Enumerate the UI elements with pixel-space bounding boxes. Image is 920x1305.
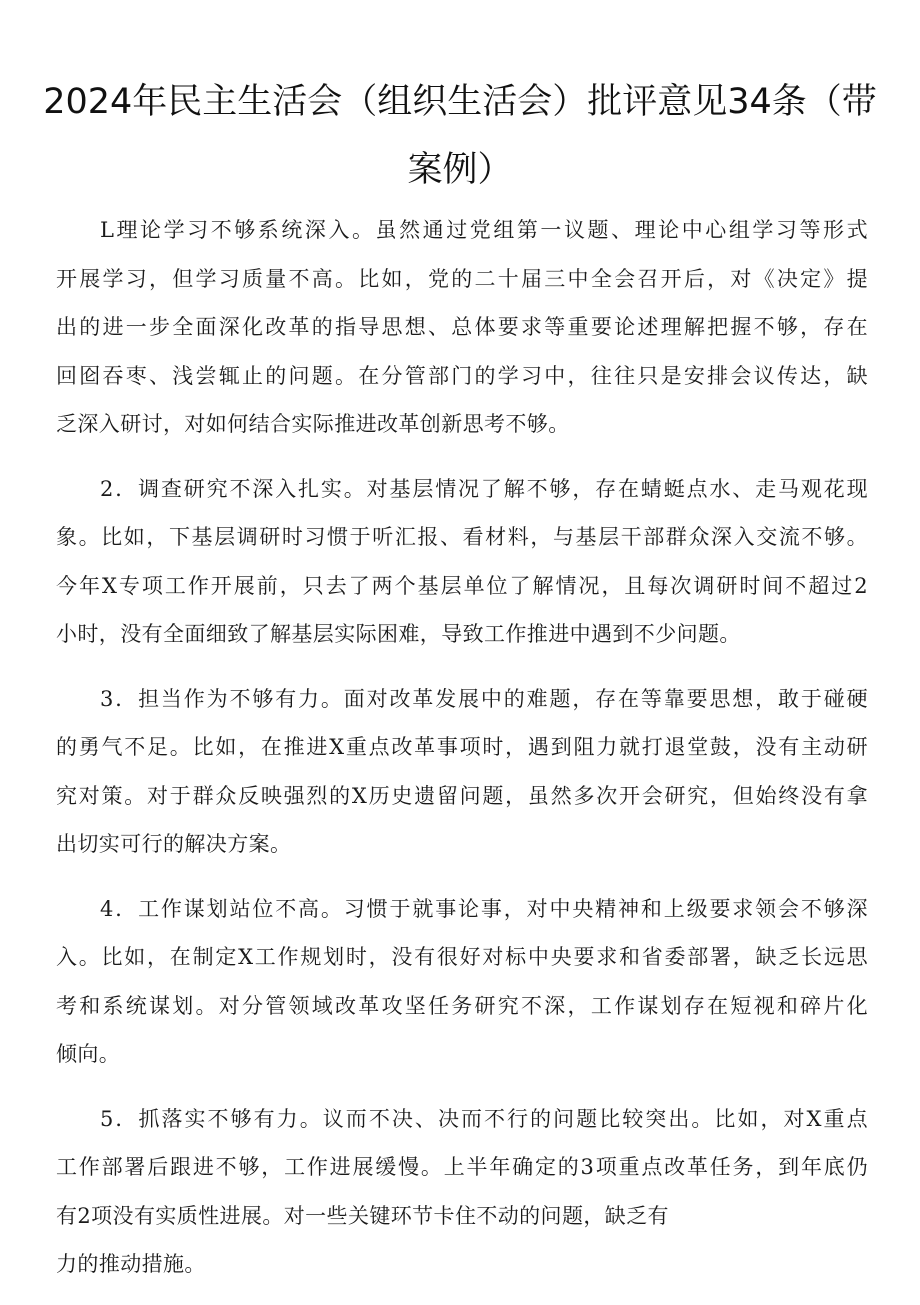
paragraph-line: 考和系统谋划。对分管领域改革攻坚任务研究不深，工作谋划存在短视和碎片化 <box>56 993 868 1018</box>
paragraph-line: 象。比如，下基层调研时习惯于听汇报、看材料，与基层干部群众深入交流不够。 <box>56 525 868 549</box>
paragraph-line: 回囵吞枣、浅尝辄止的问题。在分管部门的学习中，往往只是安排会议传达，缺 <box>56 363 868 388</box>
paragraph-2 <box>56 465 868 659</box>
paragraph-line: 工作部署后跟进不够，工作进展缓慢。上半年确定的3项重点改革任务，到年底仍 <box>56 1155 868 1179</box>
paragraph-line: 5．抓落实不够有力。议而不决、决而不行的问题比较突出。比如，对X重点 <box>100 1106 868 1131</box>
paragraph-line: 2．调查研究不深入扎实。对基层情况了解不够，存在蜻蜓点水、走马观花现 <box>100 476 868 501</box>
paragraph-line: 出的进一步全面深化改革的指导思想、总体要求等重要论述理解把握不够，存在 <box>56 315 868 339</box>
title-line-2: 案例） <box>407 150 513 190</box>
paragraph-3 <box>56 675 868 869</box>
paragraph-line: 4．工作谋划站位不高。习惯于就事论事，对中央精神和上级要求领会不够深 <box>100 896 868 921</box>
paragraph-1 <box>56 206 868 449</box>
paragraph-line: 3．担当作为不够有力。面对改革发展中的难题，存在等靠要思想，敢于碰硬 <box>100 686 868 711</box>
paragraph-line: 力的推动措施。 <box>56 1252 206 1276</box>
paragraph-5 <box>56 1095 868 1289</box>
paragraph-4 <box>56 885 868 1079</box>
paragraph-line: 有2项没有实质性进展。对一些关键环节卡住不动的问题，缺乏有 <box>56 1203 669 1228</box>
paragraph-line: 今年X专项工作开展前，只去了两个基层单位了解情况，且每次调研时间不超过2 <box>56 573 868 598</box>
paragraph-line: L理论学习不够系统深入。虽然通过党组第一议题、理论中心组学习等形式 <box>100 218 868 242</box>
paragraph-line: 倾向。 <box>56 1042 121 1066</box>
paragraph-line: 入。比如，在制定X工作规划时，没有很好对标中央要求和省委部署，缺乏长远思 <box>56 945 868 969</box>
paragraph-line: 开展学习，但学习质量不高。比如，党的二十届三中全会召开后，对《决定》提 <box>56 266 868 291</box>
title-line-1: 2024年民主生活会（组织生活会）批评意见34条（带 <box>43 82 877 122</box>
paragraph-line: 小时，没有全面细致了解基层实际困难，导致工作推进中遇到不少问题。 <box>56 622 741 646</box>
paragraph-line: 究对策。对于群众反映强烈的X历史遗留问题，虽然多次开会研究，但始终没有拿 <box>56 783 868 808</box>
document-body <box>56 206 868 1305</box>
paragraph-line: 出切实可行的解决方案。 <box>56 832 292 856</box>
paragraph-line: 的勇气不足。比如，在推进X重点改革事项时，遇到阻力就打退堂鼓，没有主动研 <box>56 735 868 759</box>
paragraph-line: 乏深入研讨，对如何结合实际推进改革创新思考不够。 <box>56 412 570 436</box>
document-title <box>40 68 880 204</box>
